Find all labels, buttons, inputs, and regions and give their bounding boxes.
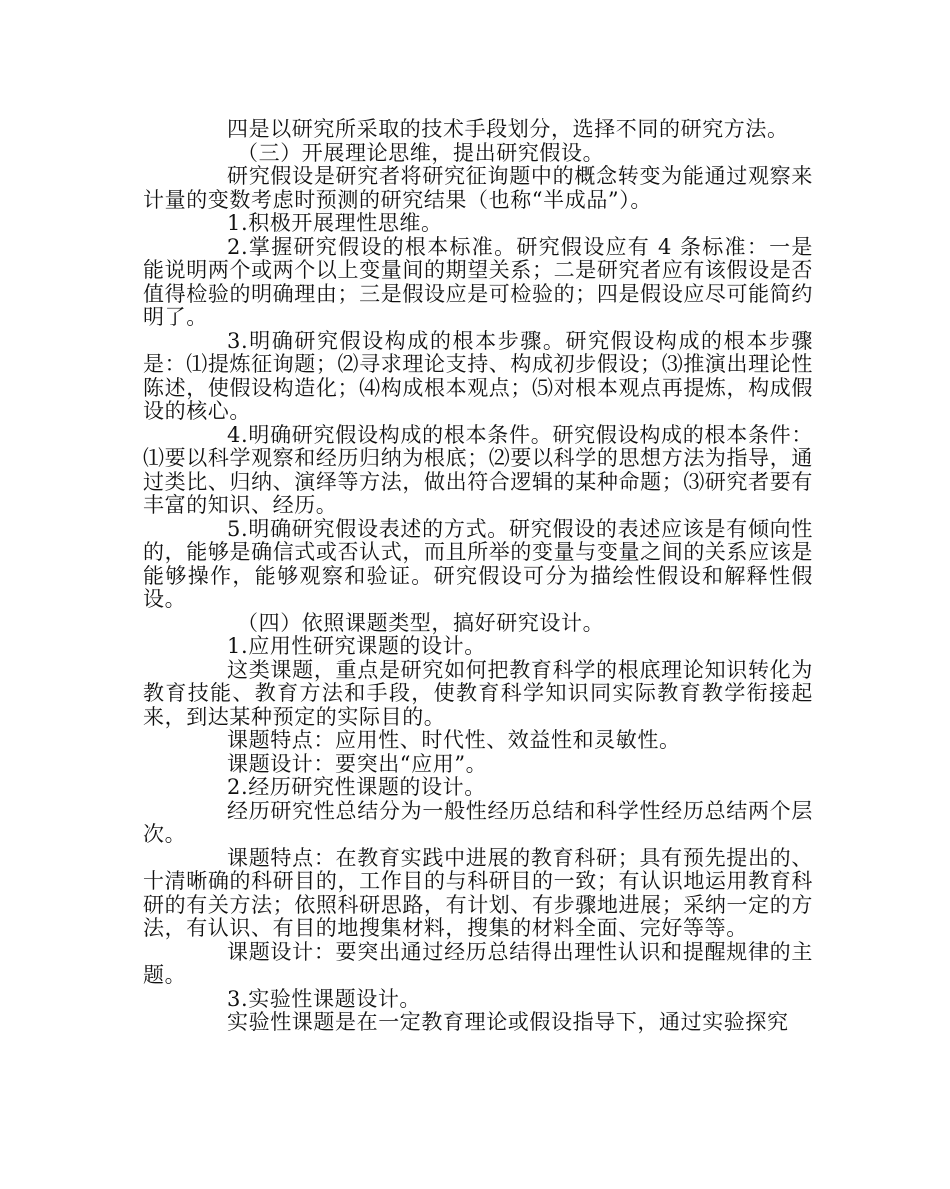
paragraph: 这类课题，重点是研究如何把教育科学的根底理论知识转化为教育技能、教育方法和手段，使教育科学知识同实际教育教学衔接起来，到达某种预定的实际目的。 xyxy=(143,657,813,729)
list-item: 3.明确研究假设构成的根本步骤。研究假设构成的根本步骤是：⑴提炼征询题；⑵寻求理论支持、构成初步假设；⑶推演出理论性陈述，使假设构造化；⑷构成根本观点；⑸对根本观点再提炼，构成假设的核心。 xyxy=(143,328,813,423)
list-item: 3.实验性课题设计。 xyxy=(227,986,422,1011)
section-heading: （三）开展理论思维，提出研究假设。 xyxy=(237,140,605,165)
paragraph: 课题设计：要突出通过经历总结得出理性认识和提醒规律的主题。 xyxy=(143,939,813,987)
list-item: 1.应用性研究课题的设计。 xyxy=(227,634,486,658)
list-item: 1.积极开展理性思维。 xyxy=(227,211,443,235)
list-item: 4.明确研究假设构成的根本条件。研究假设构成的根本条件：⑴要以科学观察和经历归纳为根底；⑵要以科学的思想方法为指导，通过类比、归纳、演绎等方法，做出符合逻辑的某种命题；⑶研究者要有丰富的知识、经历。 xyxy=(143,422,813,517)
paragraph: 课题特点：在教育实践中进展的教育科研；具有预先提出的、十清晰确的科研目的，工作目的与科研目的一致；有认识地运用教育科研的有关方法；依照科研思路，有计划、有步骤地进展；采纳一定的方法，有认识、有目的地搜集材料，搜集的材料全面、完好等等。 xyxy=(143,845,813,940)
paragraph: 课题特点：应用性、时代性、效益性和灵敏性。 xyxy=(227,728,681,752)
paragraph: 研究假设是研究者将研究征询题中的概念转变为能通过观察来计量的变数考虑时预测的研究结果（也称“半成品”）。 xyxy=(143,164,813,212)
paragraph: 四是以研究所采取的技术手段划分，选择不同的研究方法。 xyxy=(227,117,789,141)
paragraph: 经历研究性总结分为一般性经历总结和科学性经历总结两个层次。 xyxy=(143,798,813,846)
body-text xyxy=(143,118,813,1035)
section-heading: （四）依照课题类型，搞好研究设计。 xyxy=(237,610,605,635)
list-item: 5.明确研究假设表述的方式。研究假设的表述应该是有倾向性的，能够是确信式或否认式，而且所举的变量与变量之间的关系应该是能够操作，能够观察和验证。研究假设可分为描绘性假设和解释性假设。 xyxy=(143,516,813,611)
list-item: 2.经历研究性课题的设计。 xyxy=(227,775,486,799)
list-item: 2.掌握研究假设的根本标准。研究假设应有 4 条标准：一是能说明两个或两个以上变量间的期望关系；二是研究者应有该假设是否值得检验的明确理由；三是假设应是可检验的；四是假设应尽可能简约明了。 xyxy=(143,234,813,329)
paragraph: 课题设计：要突出“应用”。 xyxy=(227,751,488,776)
paragraph: 实验性课题是在一定教育理论或假设指导下，通过实验探究 xyxy=(227,1010,789,1034)
